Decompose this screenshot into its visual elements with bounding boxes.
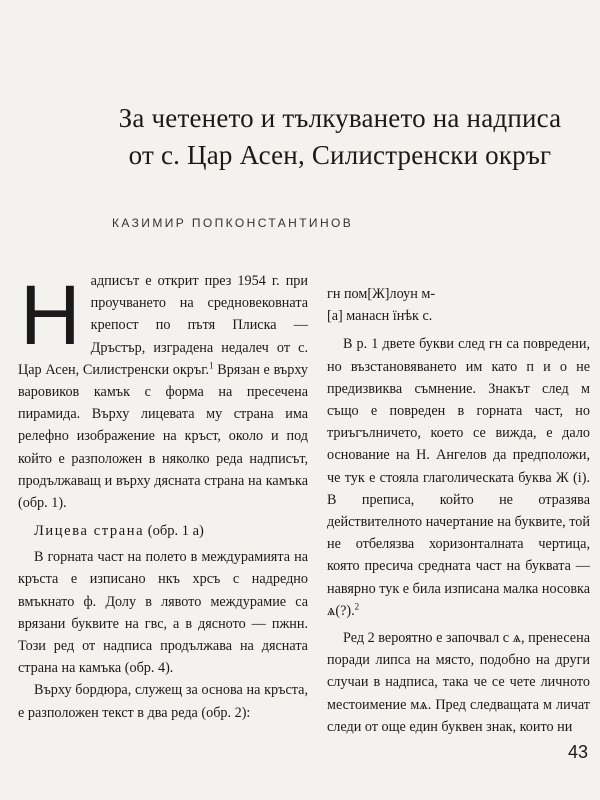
intro-text: адписът е открит през 1954 г. при проучването на средновековната крепост по пътя Плиска — Дръстър, изградена недалеч от с. Цар Асен, Силистренски окръг.: [18, 273, 308, 378]
intro-text-continued: Врязан е върху варовиков камък с форма на пресечена пирамида. Върху лицевата му страна има релефно изображение на кръст, около и под който е разположен в няколко реда надписът, продължаващ и върху дясната страна на камъка (обр. 1).: [18, 361, 309, 512]
subheading-reference: (обр. 1 а): [144, 523, 204, 540]
right-paragraph-1: [327, 333, 590, 622]
left-column: [18, 270, 308, 724]
inscription-line-2: [а] манасн їнѣк с.: [327, 308, 433, 325]
title-line-1: За четенето и тълкуването на надписа: [118, 103, 562, 133]
right-column: [327, 283, 590, 738]
inscription-line-1: гн пом[Ж]лоун м-: [327, 286, 436, 302]
body-paragraph-2: В горната част на полето в междурамията на кръста е изписано нкъ хрсъ с надредно вмъкнато ф. Долу в лявото междурамие са врязани буквите на гвс, а в дясното — пжнн. Този ред от надписа продължава на дясната страна на камъка (обр. 4).: [18, 549, 308, 677]
section-subheading: [18, 520, 308, 542]
article-title: [105, 100, 575, 174]
subheading-spaced-text: Лицева страна: [34, 523, 145, 540]
page-number: 43: [567, 742, 588, 762]
right-paragraph-1-text: В р. 1 двете букви след гн са повредени, но възстановяването им като п и о не предизвиква съмнение. Знакът след м също е повреден в горната част, но триъгълничето, което се вижда, е дало основание на Н. Ангелов да предположи, че тук е стояла глаголическата буква Ж (і). В преписа, който не отразява действителното начертание на буквите, той не отбелязва хоризонталната чертица, която пресича средната част на буквата — навярно тук е била изписана малка носовка ѧ(?).: [327, 336, 590, 619]
body-paragraph-3: Върху бордюра, служещ за основа на кръста, е разположен текст в два реда (обр. 2):: [18, 682, 308, 721]
footnote-marker-2[interactable]: 2: [354, 601, 360, 612]
author-name: КАЗИМИР ПОПКОНСТАНТИНОВ: [112, 216, 354, 230]
drop-cap: Н: [20, 268, 81, 362]
footnote-marker-1[interactable]: 1: [209, 360, 214, 371]
title-line-2: от с. Цар Асен, Силистренски окръг: [128, 140, 552, 170]
right-paragraph-2: Ред 2 вероятно е започвал с ѧ, пренесена поради липса на място, подобно на други случаи в надписа, така че се чете личното местоимение мѧ. Пред следващата м личат следи от още един буквен знак, които ни: [327, 630, 590, 735]
